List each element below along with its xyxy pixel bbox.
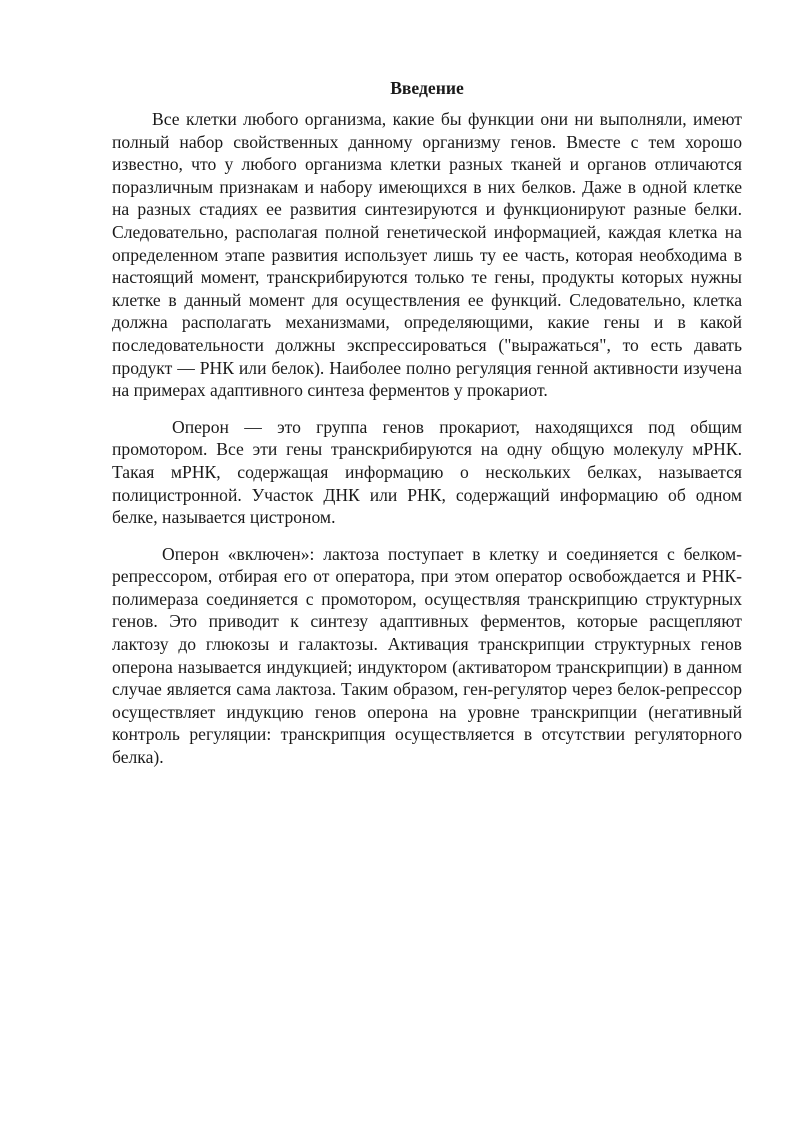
paragraph-operon-induction: Оперон «включен»: лактоза поступает в клетку и соединяется с белком-репрессором, отбирая его от оператора, при этом оператор освобождается и РНК-полимераза соединяется с промотором, осуществляя транскрипцию структурных генов. Это приводит к синтезу адаптивных ферментов, которые расщепляют лактозу до глюкозы и галактозы. Активация транскрипции структурных генов оперона называется индукцией; индуктором (активатором транскрипции) в данном случае является сама лактоза. Таким образом, ген-регулятор через белок-репрессор осуществляет индукцию генов оперона на уровне транскрипции (негативный контроль регуляции: транскрипция осуществляется в отсутствии регуляторного белка). bbox=[112, 543, 742, 768]
paragraph-introduction: Все клетки любого организма, какие бы функции они ни выполняли, имеют полный набор свойственных данному организму генов. Вместе с тем хорошо известно, что у любого организма клетки разных тканей и органов отличаются поразличным признакам и набору имеющихся в них белков. Даже в одной клетке на разных стадиях ее развития синтезируются и функционируют разные белки. Следовательно, располагая полной генетической информацией, каждая клетка на определенном этапе развития использует лишь ту ее часть, которая необходима в настоящий момент, транскрибируются только те гены, продукты которых нужны клетке в данный момент для осуществления ее функций. Следовательно, клетка должна располагать механизмами, определяющими, какие гены и в какой последовательности должны экспрессироваться ("выражаться", то есть давать продукт — РНК или белок). Наиболее полно регуляция генной активности изучена на примерах адаптивного синтеза ферментов у прокариот. bbox=[112, 109, 742, 401]
document-title: Введение bbox=[390, 78, 464, 98]
paragraph-operon-definition: Оперон — это группа генов прокариот, находящихся под общим промотором. Все эти гены транскрибируются на одну общую молекулу мРНК. Такая мРНК, содержащая информацию о нескольких белках, называется полицистронной. Участок ДНК или РНК, содержащий информацию об одном белке, называется цистроном. bbox=[112, 416, 742, 528]
document-page bbox=[112, 78, 742, 769]
